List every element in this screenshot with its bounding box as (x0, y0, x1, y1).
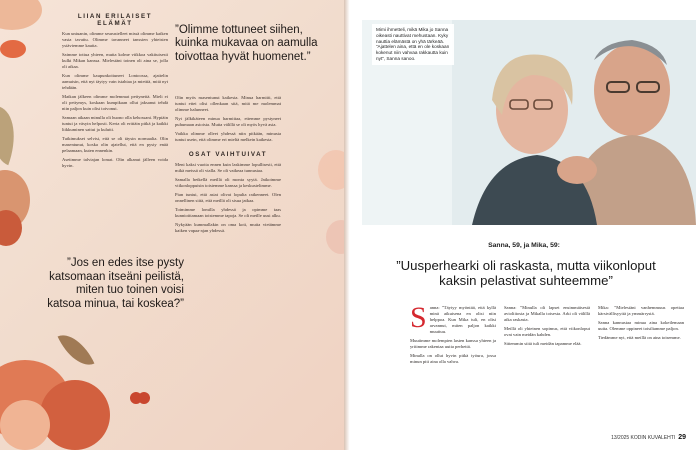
paragraph: Sanna: ”Minulla oli lapset ensimmäisestä avioliitosta ja Mikalla toisesta. Arki oli välillä aika raskasta. (504, 305, 590, 322)
paragraph: Vaikka olimme olleet yhdessä niin pitkään, minusta tuntui usein, että olimme eri mieltä melkein kaikesta. (175, 131, 281, 142)
paragraph: Kun olimme kaupunkoituneet Lontoossa, ajattelin aamuisin, että nyt täytyy vain istahtaa ja miettiä, mitä nyt tehdään. (62, 73, 168, 90)
flower-decoration-top (0, 0, 52, 70)
article-headline: ”Uusperhearki oli raskasta, mutta viikonloput kaksin pelastivat suhteemme” (396, 258, 656, 289)
heart-decoration (130, 392, 150, 410)
section-heading-1: LIIAN ERILAISET ELÄMÄT (77, 13, 153, 27)
couple-photo (362, 20, 696, 225)
photo-caption: Mimi ihmetteli, mikä Mika jo Sanna oikeasti nauttivat mehustaan. Kyky nauttia elämästä on yhä tärkeää. ”Ajattelen aina, että en ole koskaan kokenut niin vahvaa rakkautta kuin nyt”, Sanna sanoo. (372, 24, 454, 65)
drop-cap: S (410, 301, 427, 334)
right-column-1 (410, 301, 496, 368)
paragraph: Nykyään kummallakin on oma koti, mutta vietämme kaiken vapaa-ajan yhdessä. (175, 222, 281, 233)
folio-text: 13/2025 KODIN KUVALEHTI (611, 435, 676, 441)
paragraph: Mika: ”Mielestäni vanhemmuus opettaa kärsivällisyyttä ja ymmärrystä. (598, 305, 684, 316)
paragraph: Tutkimukset selvisi, että se oli täysin normaalia. Olin masentunut, koska olin ajatellut, että en pysty enää pelaamaan, kuten ennenkin. (62, 136, 168, 153)
paragraph: Toimimme lomilla yhdessä ja opimme taas kunnioittamaan toistemme tapoja. Se oli meille uusi alku. (175, 207, 281, 218)
paragraph: Olin myös masentunut kaikesta. Minua harmitti, että tuntui ettei olisi ollenkaan sitä, mitä me molemmat olimme halunneet. (175, 95, 281, 112)
paragraph: Samaan aikaan minulla oli huono olla kehossani. Hypiäin tuntui ja väsyin helposti. Kerta oli erittäin pitkä ja kaikki liikkuminen sattui ja kulutti. (62, 115, 168, 132)
paragraph: Matkan jälkeen olimme molemmat pettyneitä. Mieli ei oli pettymys, koskaan kumpikaan ollut jaksanut tehdä niin paljon kuin olisi toivonut. (62, 94, 168, 111)
pull-quote-left: ”Jos en edes itse pysty katsomaan itseäni peilistä, miten tuo toinen voisi katsoa minua, tai koskea?” (47, 257, 184, 310)
paragraph: Nyt jälkikäteen minua harmittaa, ettemme pystyneet puhumaan asioista. Mutta välillä se oli myös hyvä asia. (175, 116, 281, 127)
paragraph: Sanna kannustaa minua aina kokeilemaan uutta. Olemme oppineet toisiltamme paljon. (598, 320, 684, 331)
paragraph: Meni kaksi vuotta ennen kuin laskimme lopullisesti, että mikä meissä oli vialla. Se oli vaikeaa tunnustaa. (175, 162, 281, 173)
paragraph-with-dropcap (410, 301, 496, 335)
flower-decoration-middle (0, 110, 50, 260)
right-page (352, 0, 696, 450)
pull-quote-top: ”Olimme tottuneet siihen, kuinka mukavaa on aamulla toivottaa hyvät huomenet.” (175, 24, 318, 63)
paragraph: Tiedämme nyt, että meillä on aina toisemme. (598, 335, 681, 340)
paragraph: Meillä oli yhteinen sopimus, että viikonloput ovat vain meidän kahden. (504, 326, 590, 337)
paragraph: Pian tuntui, että asiat olivat lopulta ratkenneet. Olen onnellinen siitä, että meillä oli sisua jatkaa. (175, 192, 281, 203)
paragraph: Sittemmin siitä tuli meidän tapamme elää. (504, 341, 582, 346)
paragraph: Minulla on ollut hyvin pitkä työura, jossa minun piti aina olla vahva. (410, 353, 496, 364)
paragraph: Samalla hetkellä meillä oli monta syytä. Jatkoimme viikonloppuisin toistemme kanssa ja keskustelimme. (175, 177, 281, 188)
left-column-2 (175, 95, 281, 237)
paragraph: Muutimme molempien lasten kanssa yhteen ja yritimme rakentaa uutta perhettä. (410, 338, 496, 349)
page-number: 29 (678, 434, 686, 441)
right-column-2 (504, 305, 590, 350)
interviewee-names: Sanna, 59, ja Mika, 59: (488, 242, 560, 249)
right-column-3 (598, 305, 684, 344)
paragraph: Saimme tottua yhteen, mutta kolme viikkoa vakituisesti kulki Mikan kanssa. Mielestäni toinen oli aina se, jolla oli aikaa. (62, 52, 168, 69)
left-page (0, 0, 344, 450)
paragraph: Asetimme talviajan lomat. Olin alkanut jälleen voida hyvin. (62, 157, 168, 168)
page-spine (344, 0, 352, 450)
paragraph-text: anna: ”Täytyy myöntää, että kyllä minä aikuisena en olisi niin helppoa. Kun Mika tuli, en olisi arvannut, miten paljon kaikki muuttuu. (429, 305, 496, 334)
paragraph: Kun uniuanin, olimme seurustelleet missä olimme kaiken vasta tavattu. Olimme tavanneet tanssien yhteisten ystäviemme kautta. (62, 31, 168, 48)
flower-decoration-right (308, 150, 344, 270)
section-heading-2: OSAT VAIHTUIVAT (188, 151, 268, 158)
flower-decoration-bottom (0, 330, 110, 450)
page-folio (611, 434, 686, 441)
left-column-1 (62, 13, 168, 172)
